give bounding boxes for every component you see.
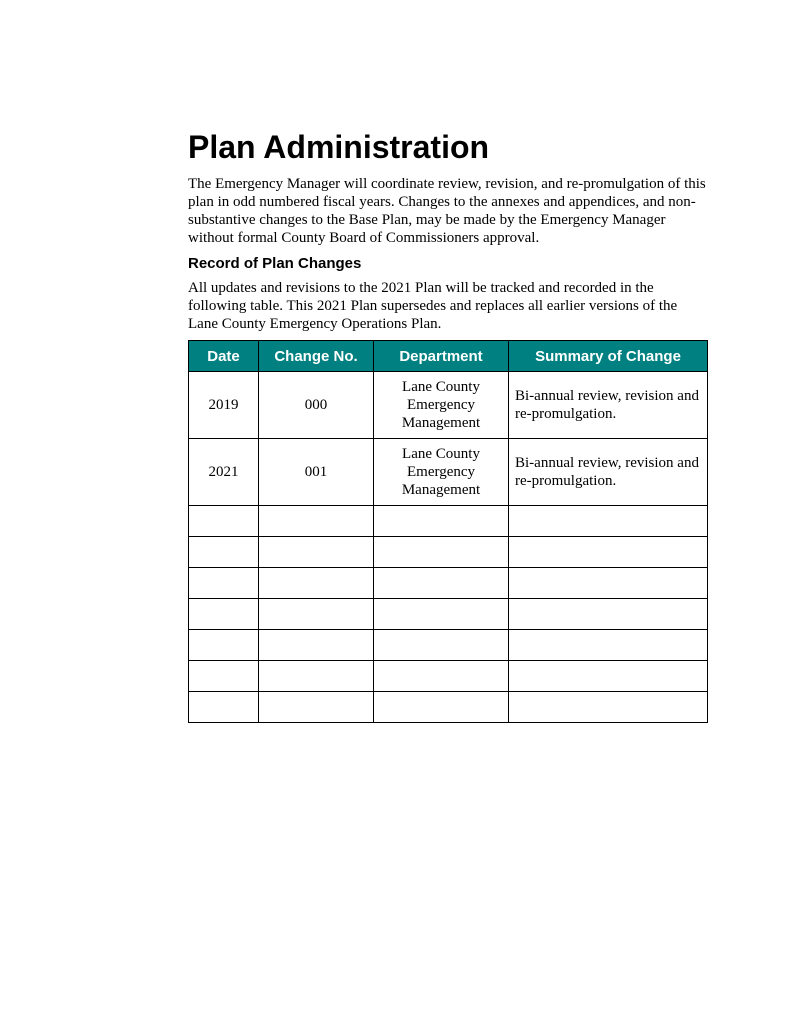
cell-change-no <box>259 506 374 537</box>
cell-date <box>189 630 259 661</box>
cell-department <box>374 630 509 661</box>
cell-summary <box>509 630 708 661</box>
cell-department <box>374 661 509 692</box>
intro-paragraph: The Emergency Manager will coordinate review, revision, and re-promulgation of this plan in odd numbered fiscal years. Changes to the annexes and appendices, and non-substantive changes to the Base Plan, may be made by the Emergency Manager without formal County Board of Commissioners approval. <box>188 176 706 246</box>
cell-change-no: 001 <box>259 439 374 506</box>
table-row-empty <box>189 506 708 537</box>
table-row-empty <box>189 599 708 630</box>
section-paragraph: All updates and revisions to the 2021 Plan will be tracked and recorded in the following table. This 2021 Plan supersedes and replaces all earlier versions of the Lane County Emergency Operations Plan. <box>188 280 678 332</box>
table-row <box>189 372 708 439</box>
cell-department <box>374 506 509 537</box>
cell-department <box>374 599 509 630</box>
cell-summary <box>509 692 708 723</box>
cell-department <box>374 537 509 568</box>
cell-department <box>374 692 509 723</box>
table-header-row <box>189 341 708 372</box>
cell-change-no <box>259 537 374 568</box>
table-row-empty <box>189 537 708 568</box>
cell-summary <box>509 506 708 537</box>
cell-date <box>189 537 259 568</box>
cell-department <box>374 568 509 599</box>
cell-change-no: 000 <box>259 372 374 439</box>
cell-change-no <box>259 599 374 630</box>
cell-date: 2021 <box>189 439 259 506</box>
cell-summary: Bi-annual review, revision and re-promulgation. <box>509 439 708 506</box>
table-row-empty <box>189 568 708 599</box>
cell-date <box>189 692 259 723</box>
cell-date <box>189 568 259 599</box>
cell-department: Lane County Emergency Management <box>374 439 509 506</box>
header-department: Department <box>374 341 509 372</box>
cell-summary <box>509 599 708 630</box>
cell-summary: Bi-annual review, revision and re-promulgation. <box>509 372 708 439</box>
cell-change-no <box>259 568 374 599</box>
cell-date: 2019 <box>189 372 259 439</box>
record-of-changes-table <box>188 340 708 723</box>
cell-change-no <box>259 692 374 723</box>
table-row-empty <box>189 630 708 661</box>
cell-summary <box>509 661 708 692</box>
cell-date <box>189 506 259 537</box>
cell-date <box>189 661 259 692</box>
table-row <box>189 439 708 506</box>
header-change-no: Change No. <box>259 341 374 372</box>
cell-department: Lane County Emergency Management <box>374 372 509 439</box>
page-content <box>188 128 707 723</box>
header-date: Date <box>189 341 259 372</box>
page-title: Plan Administration <box>188 129 490 165</box>
table-row-empty <box>189 692 708 723</box>
cell-change-no <box>259 661 374 692</box>
cell-summary <box>509 537 708 568</box>
header-summary: Summary of Change <box>509 341 708 372</box>
section-heading: Record of Plan Changes <box>188 255 362 272</box>
cell-date <box>189 599 259 630</box>
cell-change-no <box>259 630 374 661</box>
cell-summary <box>509 568 708 599</box>
table-row-empty <box>189 661 708 692</box>
